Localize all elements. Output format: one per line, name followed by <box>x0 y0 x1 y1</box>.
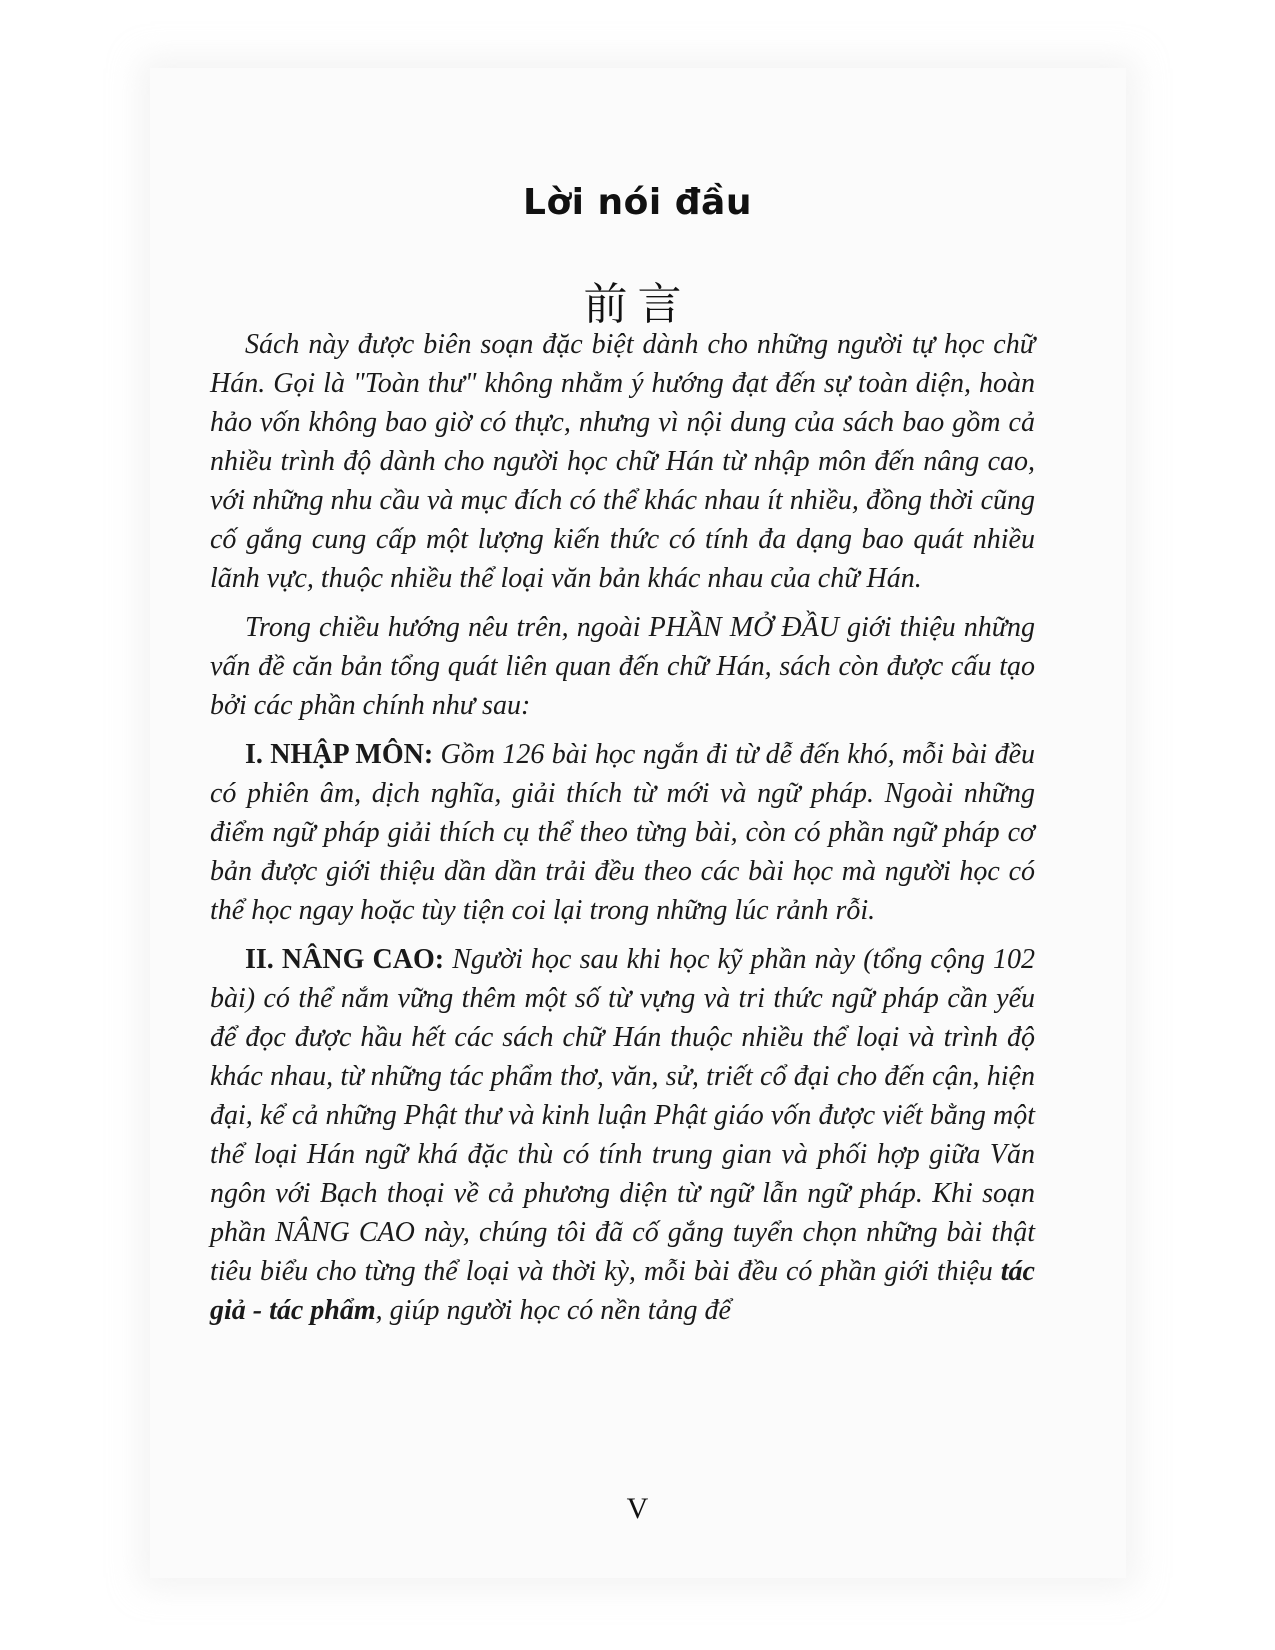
page-number: V <box>626 1492 649 1525</box>
page-title: Lời nói đầu <box>523 182 752 223</box>
section-tail-nang-cao: , giúp người học có nền tảng để <box>375 1295 731 1326</box>
section-label-nang-cao: II. NÂNG CAO: <box>245 944 445 975</box>
section-text-nang-cao: Người học sau khi học kỹ phần này (tổng cộng 102 bài) có thể nắm vững thêm một số từ vựng và tri thức ngữ pháp cần yếu để đọc được hầu hết các sách chữ Hán thuộc nhiều thể loại và trình độ khác nhau, từ những tác phẩm thơ, văn, sử, triết cổ đại cho đến cận, hiện đại, kể cả những Phật thư và kinh luận Phật giáo vốn được viết bằng một thể loại Hán ngữ khá đặc thù có tính trung gian và phối hợp giữa Văn ngôn với Bạch thoại về cả phương diện từ ngữ lẫn ngữ pháp. Khi soạn phần NÂNG CAO này, chúng tôi đã cố gắng tuyển chọn những bài thật tiêu biểu cho từng thể loại và thời kỳ, mỗi bài đều có phần giới thiệu <box>210 944 1035 1287</box>
bold-phrase-tac-gia: tác giả - tác phẩm <box>210 1256 1035 1326</box>
section-nang-cao <box>210 940 1035 1330</box>
section-nhap-mon <box>210 735 1035 930</box>
body-text <box>210 325 1035 1340</box>
paragraph-intro: Sách này được biên soạn đặc biệt dành cho những người tự học chữ Hán. Gọi là "Toàn thư" không nhằm ý hướng đạt đến sự toàn diện, hoàn hảo vốn không bao giờ có thực, nhưng vì nội dung của sách bao gồm cả nhiều trình độ dành cho người học chữ Hán từ nhập môn đến nâng cao, với những nhu cầu và mục đích có thể khác nhau ít nhiều, đồng thời cũng cố gắng cung cấp một lượng kiến thức có tính đa dạng bao quát nhiều lãnh vực, thuộc nhiều thể loại văn bản khác nhau của chữ Hán. <box>210 329 1035 594</box>
paragraph-structure: Trong chiều hướng nêu trên, ngoài PHẦN MỞ ĐẦU giới thiệu những vấn đề căn bản tổng quát liên quan đến chữ Hán, sách còn được cấu tạo bởi các phần chính như sau: <box>210 612 1035 721</box>
section-label-nhap-mon: I. NHẬP MÔN: <box>245 739 434 770</box>
han-title: 前言 <box>583 279 692 330</box>
section-text-nhap-mon: Gồm 126 bài học ngắn đi từ dễ đến khó, mỗi bài đều có phiên âm, dịch nghĩa, giải thích từ mới và ngữ pháp. Ngoài những điểm ngữ pháp giải thích cụ thể theo từng bài, còn có phần ngữ pháp cơ bản được giới thiệu dần dần trải đều theo các bài học mà người học có thể học ngay hoặc tùy tiện coi lại trong những lúc rảnh rỗi. <box>210 739 1036 926</box>
